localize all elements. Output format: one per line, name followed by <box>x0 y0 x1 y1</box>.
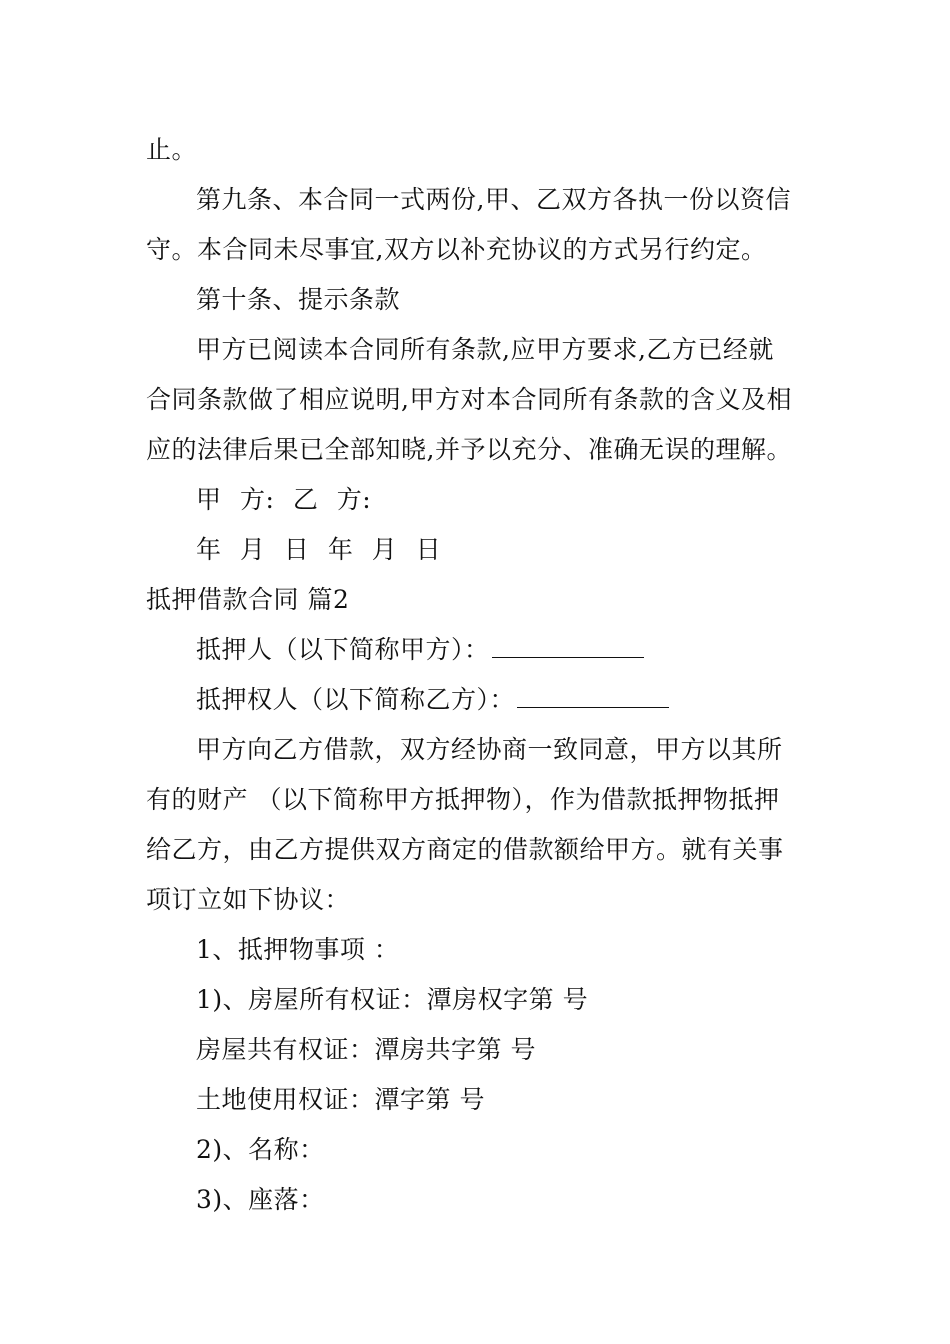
text-line: 止。 <box>146 135 198 164</box>
date-line: 年 月 日 年 月 日 <box>196 535 442 564</box>
clause-heading: 第十条、提示条款 <box>196 285 401 314</box>
text-line: 合同条款做了相应说明,甲方对本合同所有条款的含义及相 <box>146 385 792 414</box>
text-line: 应的法律后果已全部知晓,并予以充分、准确无误的理解。 <box>146 435 792 464</box>
mortgagor-label: 抵押人（以下简称甲方）： <box>196 635 490 664</box>
text-line: 项订立如下协议： <box>146 885 351 914</box>
list-item: 土地使用权证：潭字第 号 <box>196 1085 485 1114</box>
text-line: 甲方向乙方借款，双方经协商一致同意，甲方以其所 <box>196 735 783 764</box>
mortgagee-label: 抵押权人（以下简称乙方）： <box>196 685 516 714</box>
signature-line: 甲 方: 乙 方: <box>196 485 372 514</box>
fill-in-blank <box>517 683 669 708</box>
text-line: 给乙方，由乙方提供双方商定的借款额给甲方。就有关事 <box>146 835 784 864</box>
text-line: 第九条、本合同一式两份,甲、乙双方各执一份以资信 <box>196 185 791 214</box>
list-item: 1)、房屋所有权证：潭房权字第 号 <box>196 985 589 1014</box>
mortgagor-line <box>196 632 644 668</box>
mortgagee-line <box>196 682 669 718</box>
text-line: 守。本合同未尽事宜,双方以补充协议的方式另行约定。 <box>146 235 767 264</box>
section-title: 抵押借款合同 篇2 <box>146 585 350 614</box>
list-item: 3)、座落： <box>196 1185 325 1214</box>
text-line: 有的财产 （以下简称甲方抵押物），作为借款抵押物抵押 <box>146 785 780 814</box>
list-item: 1、抵押物事项 ： <box>196 935 400 964</box>
text-line: 甲方已阅读本合同所有条款,应甲方要求,乙方已经就 <box>196 335 774 364</box>
list-item: 2)、名称： <box>196 1135 325 1164</box>
list-item: 房屋共有权证：潭房共字第 号 <box>196 1035 536 1064</box>
fill-in-blank <box>492 633 644 658</box>
